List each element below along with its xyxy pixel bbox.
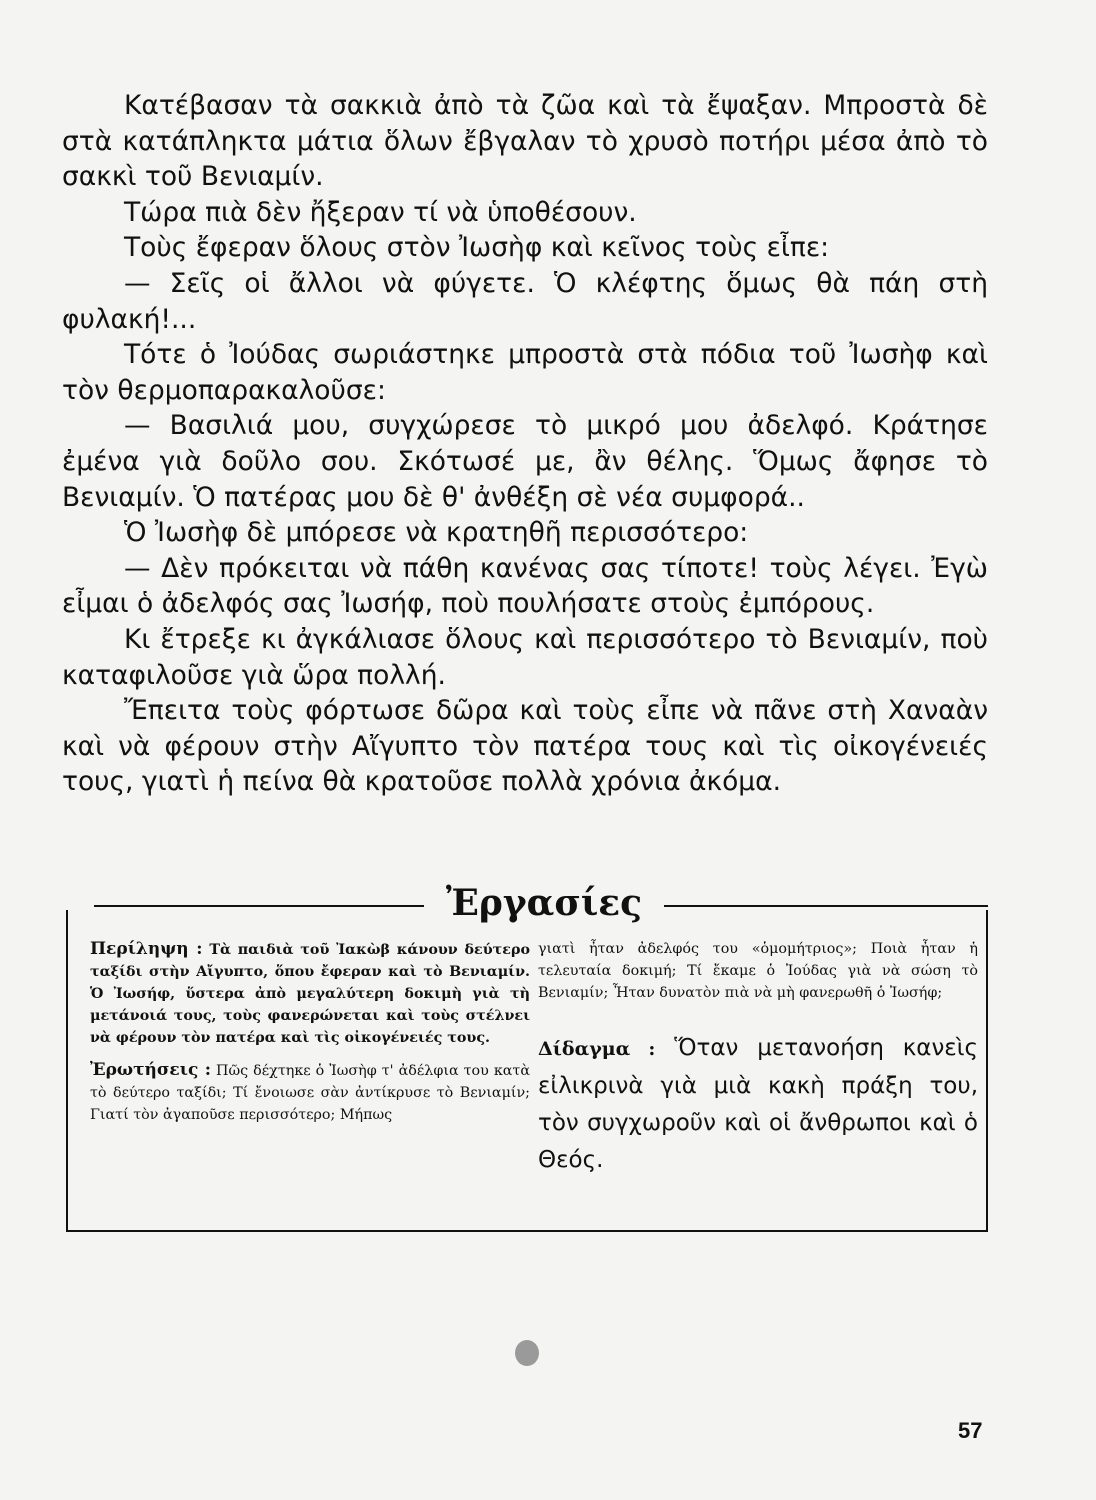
story-paragraph: Ὁ Ἰωσὴφ δὲ μπόρεσε νὰ κρατηθῆ περισσότερο:	[124, 517, 749, 549]
questions-text-right: γιατὶ ἦταν ἀδελφός του «ὁμομήτριος»; Ποιὰ ἦταν ἡ τελευταία δοκιμή; Τί ἔκαμε ὁ Ἰούδας γιὰ νὰ σώση τὸ Βενιαμίν; Ἦταν δυνατὸν πιὰ νὰ μὴ φανερωθῆ ὁ Ἰωσήφ;	[538, 941, 978, 1001]
lesson-label: Δίδαγμα :	[538, 1038, 656, 1060]
story-paragraph: — Σεῖς οἱ ἄλλοι νὰ φύγετε. Ὁ κλέφτης ὅμως θὰ πάη στὴ φυλακή!...	[62, 267, 988, 335]
story-paragraph: Κι ἔτρεξε κι ἀγκάλιασε ὅλους καὶ περισσότερο τὸ Βενιαμίν, ποὺ καταφιλοῦσε γιὰ ὥρα πολλή.	[62, 623, 988, 691]
page-number: 57	[958, 1418, 983, 1443]
story-paragraph: Τώρα πιὰ δὲν ἤξεραν τί νὰ ὑποθέσουν.	[124, 196, 637, 228]
title-rule-right	[664, 905, 988, 907]
questions-label: Ἐρωτήσεις :	[90, 1060, 211, 1080]
summary-text: Τὰ παιδιὰ τοῦ Ἰακὼβ κάνουν δεύτερο ταξίδι στὴν Αἴγυπτο, ὅπου ἔφεραν καὶ τὸ Βενιαμίν. Ὁ Ἰωσήφ, ὕστερα ἀπὸ μεγαλύτερη δοκιμὴ γιὰ τὴ μετάνοιά τους, τοὺς φανερώνεται καὶ τοὺς στέλνει νὰ φέρουν τὸν πατέρα καὶ τὶς οἰκογένειές τους.	[90, 942, 530, 1046]
summary-label: Περίληψη :	[90, 939, 203, 959]
story-paragraph: Ἔπειτα τοὺς φόρτωσε δῶρα καὶ τοὺς εἶπε νὰ πᾶνε στὴ Χαναὰν καὶ νὰ φέρουν στὴν Αἴγυπτο τὸν πατέρα τους καὶ τὶς οἰκογένειές τους, γιατὶ ἡ πείνα θὰ κρατοῦσε πολλὰ χρόνια ἀκόμα.	[62, 695, 988, 798]
questions-text-left: Πῶς δέχτηκε ὁ Ἰωσὴφ τ' ἀδέλφια του κατὰ τὸ δεύτερο ταξίδι; Τί ἔνοιωσε σὰν ἀντίκρυσε τὸ Βενιαμίν; Γιατί τὸν ἀγαποῦσε περισσότερο; Μήπως	[90, 1063, 530, 1123]
story-paragraph: Κατέβασαν τὰ σακκιὰ ἀπὸ τὰ ζῶα καὶ τὰ ἔψαξαν. Μπροστὰ δὲ στὰ κατάπληκτα μάτια ὅλων ἔβγαλαν τὸ χρυσὸ ποτήρι μέσα ἀπὸ τὸ σακκὶ τοῦ Βενιαμίν.	[62, 90, 988, 193]
questions-block	[90, 1059, 530, 1126]
exercises-box	[66, 910, 988, 1232]
story-text	[62, 88, 988, 800]
exercises-right-column	[538, 938, 978, 1179]
story-paragraph: — Δὲν πρόκειται νὰ πάθη κανένας σας τίποτε! τοὺς λέγει. Ἐγὼ εἶμαι ὁ ἀδελφός σας Ἰωσήφ, ποὺ πουλήσατε στοὺς ἐμπόρους.	[62, 552, 988, 620]
summary-block	[90, 938, 530, 1049]
lesson-text: Ὅταν μετανοήση κανεὶς εἰλικρινὰ γιὰ μιὰ κακὴ πράξη του, τὸν συγχωροῦν καὶ οἱ ἄνθρωποι καὶ ὁ Θεός.	[538, 1035, 979, 1173]
story-paragraph: Τότε ὁ Ἰούδας σωριάστηκε μπροστὰ στὰ πόδια τοῦ Ἰωσὴφ καὶ τὸν θερμοπαρακαλοῦσε:	[62, 339, 988, 406]
exercises-left-column	[90, 938, 530, 1126]
ink-spot	[515, 1340, 539, 1366]
story-paragraph: Τοὺς ἔφεραν ὅλους στὸν Ἰωσὴφ καὶ κεῖνος τοὺς εἶπε:	[124, 232, 830, 264]
exercises-title: Ἐργασίες	[445, 882, 643, 924]
title-rule-left	[94, 905, 424, 907]
lesson-block	[538, 1030, 978, 1179]
story-paragraph: — Βασιλιά μου, συγχώρεσε τὸ μικρό μου ἀδελφό. Κράτησε ἐμένα γιὰ δοῦλο σου. Σκότωσέ με, ἂν θέλης. Ὅμως ἄφησε τὸ Βενιαμίν. Ὁ πατέρας μου δὲ θ' ἀνθέξη σὲ νέα συμφορά..	[62, 410, 988, 513]
